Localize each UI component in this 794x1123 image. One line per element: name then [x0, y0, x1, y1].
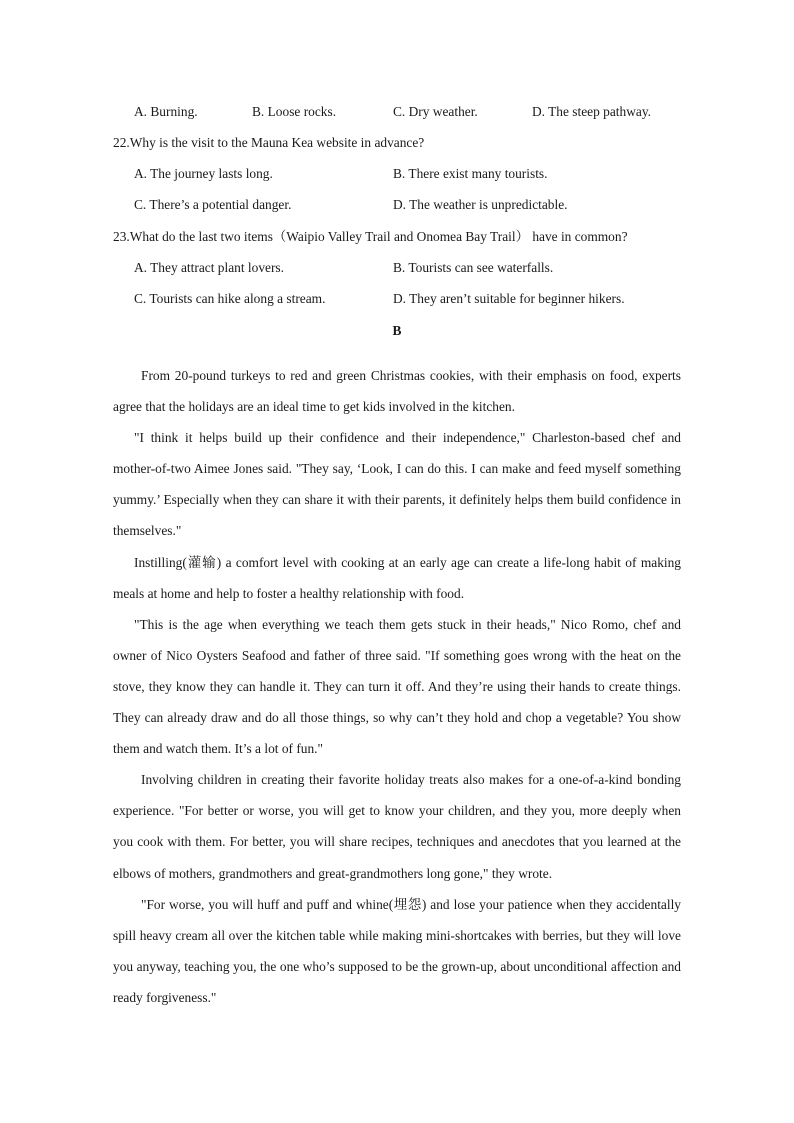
- q23-option-a[interactable]: A. They attract plant lovers.: [134, 260, 284, 275]
- q23-option-b[interactable]: B. Tourists can see waterfalls.: [393, 260, 554, 275]
- q21-option-b[interactable]: B. Loose rocks.: [252, 104, 337, 119]
- q23-question: 23.What do the last two items（Waipio Valley Trail and Onomea Bay Trail） have in common?: [113, 229, 628, 244]
- q22-option-a[interactable]: A. The journey lasts long.: [134, 166, 273, 181]
- q22-question-row: [0, 133, 794, 153]
- passage-paragraph-1: From 20-pound turkeys to red and green Christmas cookies, with their emphasis on food, experts agree that the holidays are an ideal time to get kids involved in the kitchen.: [113, 368, 681, 415]
- reading-passage: [113, 360, 681, 1013]
- q21-option-a[interactable]: A. Burning.: [134, 104, 198, 119]
- q23-question-row: [0, 227, 794, 247]
- passage-paragraph-2: "I think it helps build up their confidence and their independence," Charleston-based chef and mother-of-two Aimee Jones said. "They say, ‘Look, I can do this. I can make and feed myself something yummy.’ Especially when they can share it with their parents, it definitely helps them build confidence in themselves.": [113, 430, 681, 539]
- q22-options-row-2: [0, 195, 794, 215]
- passage-paragraph-6: "For worse, you will huff and puff and whine(埋怨) and lose your patience when they accidentally spill heavy cream all over the kitchen table while making mini-shortcakes with berries, but they will love you anyway, teaching you, the one who’s supposed to be the grown-up, about unconditional affection and ready forgiveness.": [113, 896, 681, 1005]
- q21-options: [0, 102, 794, 122]
- passage-paragraph-4: "This is the age when everything we teach them gets stuck in their heads," Nico Romo, chef and owner of Nico Oysters Seafood and father of three said. "If something goes wrong with the heat on the stove, they know they can handle it. They can turn it off. And they’re using their hands to create things. They can already draw and do all those things, so why can’t they hold and chop a vegetable? You show them and watch them. It’s a lot of fun.": [113, 616, 681, 757]
- q22-question: 22.Why is the visit to the Mauna Kea website in advance?: [113, 135, 425, 150]
- q23-options-row-2: [0, 289, 794, 309]
- passage-paragraph-3: Instilling(灌输) a comfort level with cooking at an early age can create a life-long habit of making meals at home and help to foster a healthy relationship with food.: [113, 554, 681, 601]
- q21-option-d[interactable]: D. The steep pathway.: [532, 104, 651, 119]
- q23-option-c[interactable]: C. Tourists can hike along a stream.: [134, 291, 326, 306]
- section-heading: B: [392, 323, 402, 338]
- q22-option-b[interactable]: B. There exist many tourists.: [393, 166, 548, 181]
- q22-options-row-1: [0, 164, 794, 184]
- q22-option-d[interactable]: D. The weather is unpredictable.: [393, 197, 568, 212]
- q21-option-c[interactable]: C. Dry weather.: [393, 104, 478, 119]
- q23-options-row-1: [0, 258, 794, 278]
- passage-paragraph-5: Involving children in creating their favorite holiday treats also makes for a one-of-a-kind bonding experience. "For better or worse, you will get to know your children, and they you, more deeply when you cook with them. For better, you will share recipes, techniques and anecdotes that you learned at the elbows of mothers, grandmothers and great-grandmothers long gone," they wrote.: [113, 772, 681, 881]
- q23-option-d[interactable]: D. They aren’t suitable for beginner hikers.: [393, 291, 625, 306]
- q22-option-c[interactable]: C. There’s a potential danger.: [134, 197, 292, 212]
